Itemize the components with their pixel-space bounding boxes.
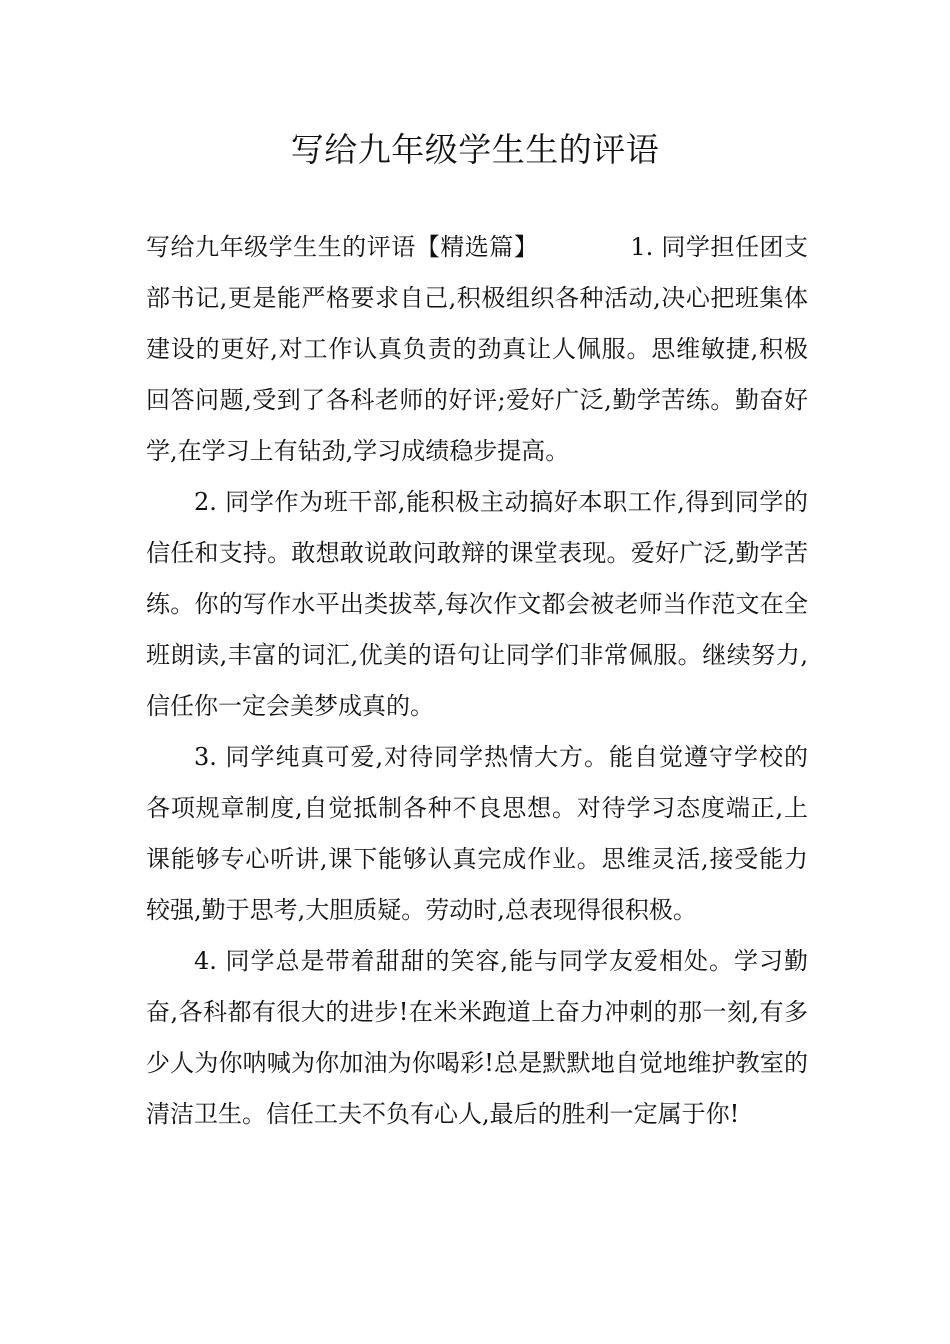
paragraph-4: 4. 同学总是带着甜甜的笑容,能与同学友爱相处。学习勤奋,各科都有很大的进步!在米米跑道上奋力冲刺的那一刻,有多少人为你呐喊为你加油为你喝彩!总是默默地自觉地维护教室的清洁卫生。信任工夫不负有心人,最后的胜利一定属于你! bbox=[146, 947, 808, 1128]
document-body bbox=[146, 222, 808, 1140]
paragraph-3: 3. 同学纯真可爱,对待同学热情大方。能自觉遵守学校的各项规章制度,自觉抵制各种不良思想。对待学习态度端正,上课能够专心听讲,课下能够认真完成作业。思维灵活,接受能力较强,勤于思考,大胆质疑。劳动时,总表现得很积极。 bbox=[146, 743, 808, 924]
paragraph-1 bbox=[146, 222, 808, 477]
page-title: 写给九年级学生生的评语 bbox=[290, 130, 660, 169]
paragraph-2: 2. 同学作为班干部,能积极主动搞好本职工作,得到同学的信任和支持。敢想敢说敢问敢辩的课堂表现。爱好广泛,勤学苦练。你的写作水平出类拔萃,每次作文都会被老师当作范文在全班朗读,丰富的词汇,优美的语句让同学们非常佩服。继续努力,信任你一定会美梦成真的。 bbox=[146, 488, 808, 720]
intro-heading: 写给九年级学生生的评语【精选篇】 bbox=[146, 233, 539, 261]
paragraph-text: 1. 同学担任团支部书记,更是能严格要求自己,积极组织各种活动,决心把班集体建设的更好,对工作认真负责的劲真让人佩服。思维敏捷,积极回答问题,受到了各科老师的好评;爱好广泛,勤学苦练。勤奋好学,在学习上有钻劲,学习成绩稳步提高。 bbox=[146, 233, 808, 465]
